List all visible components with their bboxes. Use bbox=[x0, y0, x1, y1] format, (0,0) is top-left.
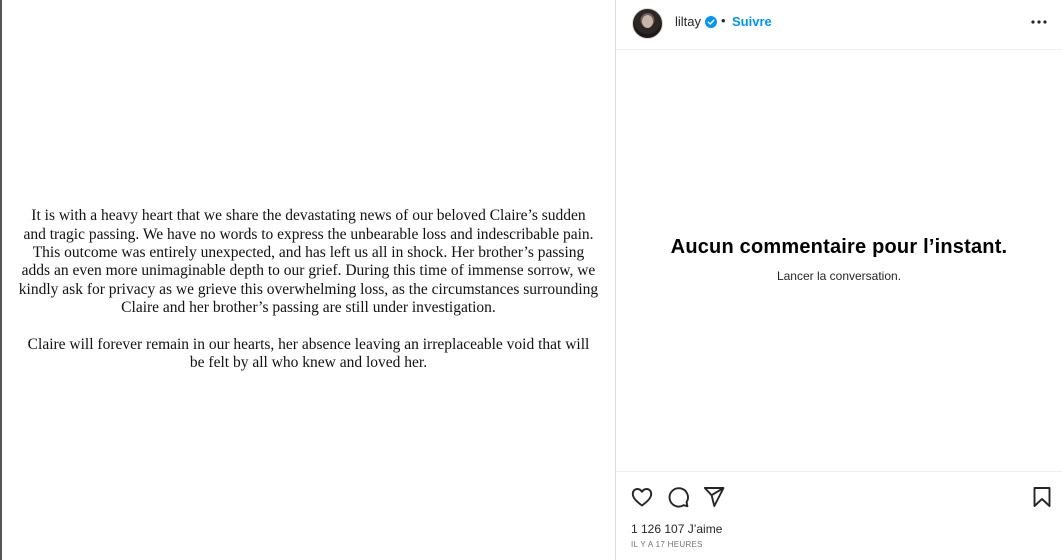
statement-paragraph-1: It is with a heavy heart that we share the devastating news of our beloved Claire’s sudden and tragic passing. We have no words to express the unbearable loss and indescribable pain. This outcome was entirely unexpected, and has left us all in shock. Her brother’s passing adds an even more unimaginable depth to our grief. During this time of immense sorrow, we kindly ask for privacy as we grieve this overwhelming loss, as the circumstances surrounding Claire and her brother’s passing are still under investigation. bbox=[18, 207, 599, 317]
post-actions bbox=[616, 471, 1062, 560]
statement-paragraph-2: Claire will forever remain in our hearts, her absence leaving an irreplaceable void that will be felt by all who knew and loved her. bbox=[27, 336, 590, 372]
avatar[interactable] bbox=[632, 8, 663, 39]
follow-button[interactable]: Suivre bbox=[732, 14, 772, 29]
username-link[interactable]: liltay bbox=[675, 14, 702, 29]
empty-comments-title: Aucun commentaire pour l’instant. bbox=[670, 236, 1008, 258]
heart-icon[interactable] bbox=[630, 485, 654, 509]
bookmark-icon[interactable] bbox=[1030, 485, 1054, 509]
post-header bbox=[616, 0, 1062, 50]
post-side-panel bbox=[615, 0, 1062, 560]
comments-area bbox=[616, 51, 1062, 471]
start-conversation-text: Lancer la conversation. bbox=[776, 269, 902, 283]
verified-badge-icon bbox=[705, 15, 717, 27]
header-separator: • bbox=[721, 13, 726, 28]
likes-count[interactable]: 1 126 107 J’aime bbox=[631, 522, 723, 536]
post-timestamp[interactable]: IL Y A 17 HEURES bbox=[631, 540, 703, 549]
post-image bbox=[2, 0, 615, 560]
more-options-icon[interactable] bbox=[1030, 12, 1048, 32]
share-icon[interactable] bbox=[702, 485, 726, 509]
comment-icon[interactable] bbox=[666, 485, 690, 509]
post-statement bbox=[19, 207, 599, 373]
